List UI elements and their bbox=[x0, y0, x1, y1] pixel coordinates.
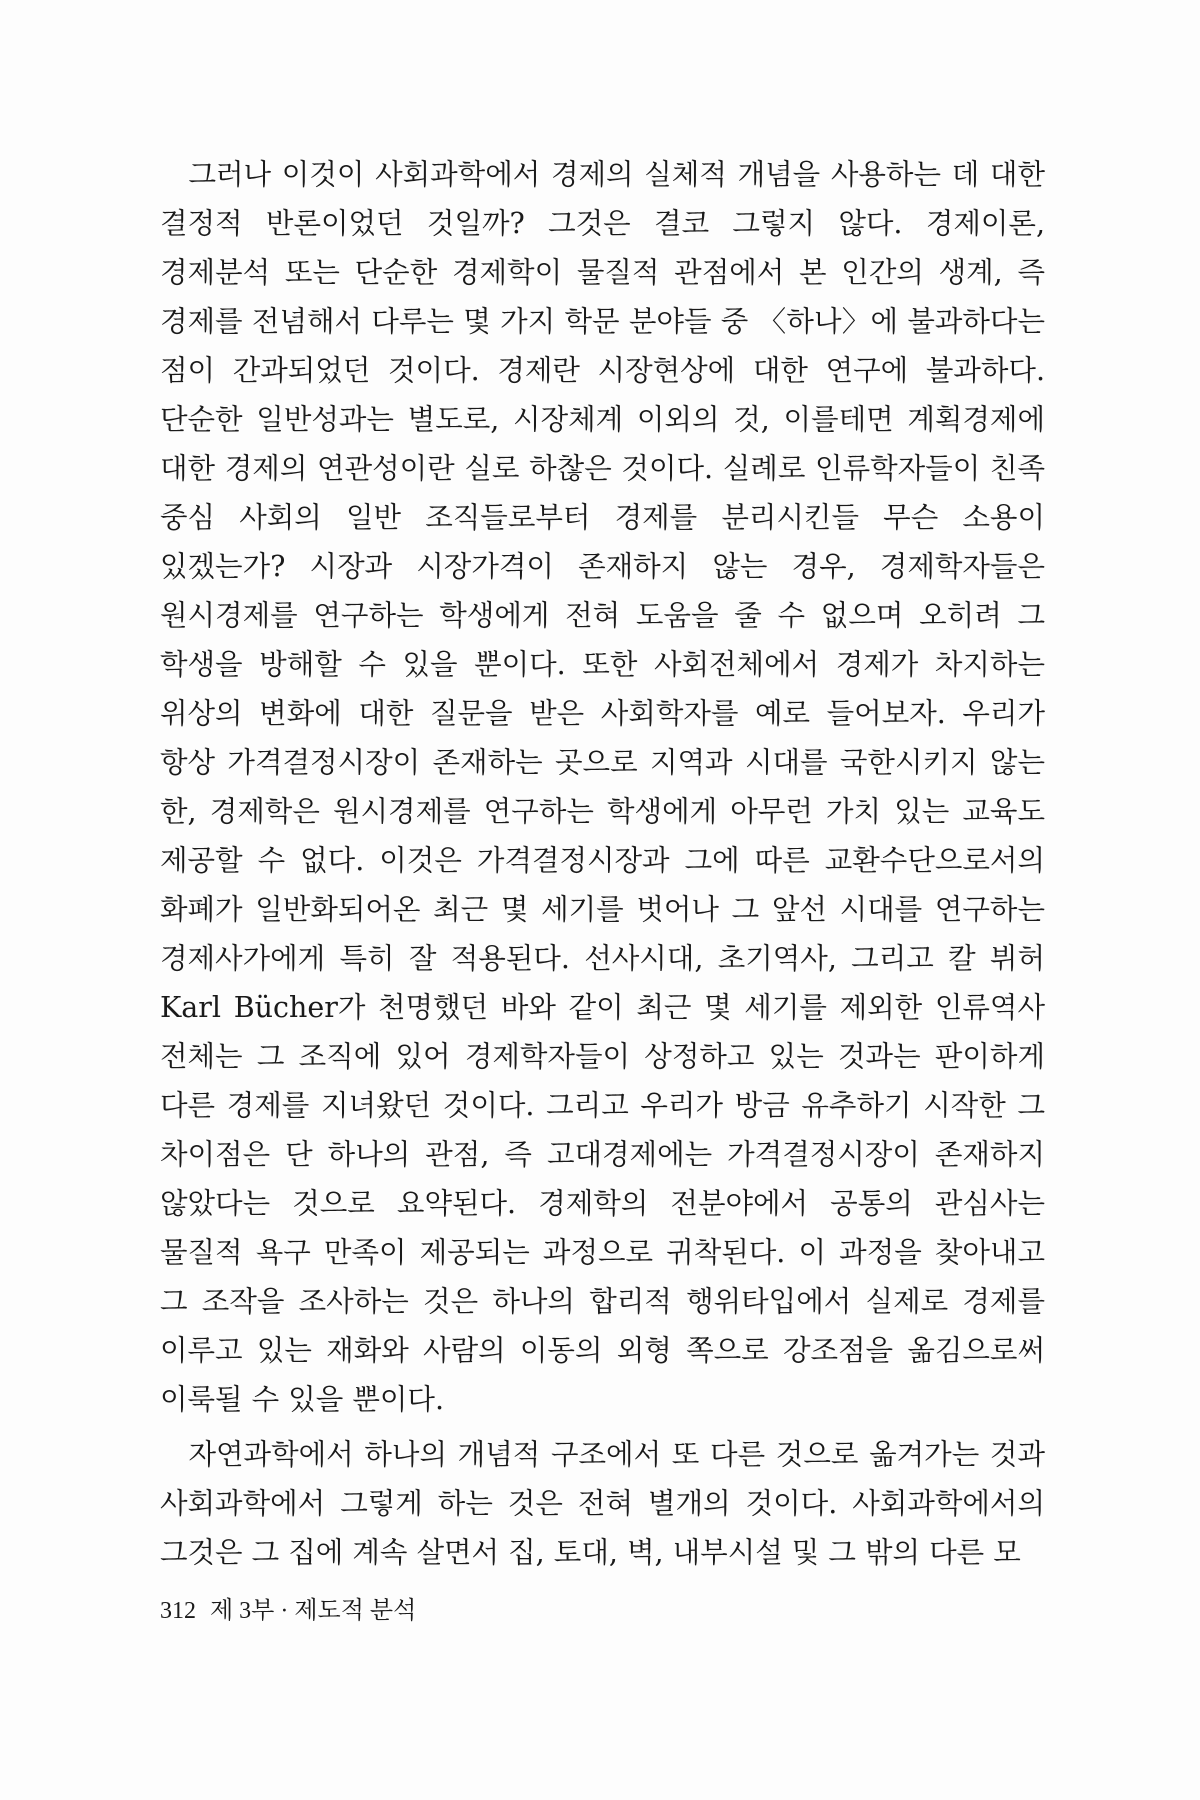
paragraph-2: 자연과학에서 하나의 개념적 구조에서 또 다른 것으로 옮겨가는 것과 사회과학에서 그렇게 하는 것은 전혀 별개의 것이다. 사회과학에서의 그것은 그 집에 계속 살면서 집, 토대, 벽, 내부시설 및 그 밖의 다른 모 bbox=[160, 1438, 1045, 1569]
paragraph-1: 그러나 이것이 사회과학에서 경제의 실체적 개념을 사용하는 데 대한 결정적 반론이었던 것일까? 그것은 결코 그렇지 않다. 경제이론, 경제분석 또는 단순한 경제학이 물질적 관점에서 본 인간의 생계, 즉 경제를 전념해서 다루는 몇 가지 학문 분야들 중 〈하나〉에 불과하다는 점이 간과되었던 것이다. 경제란 시장현상에 대한 연구에 불과하다. 단순한 일반성과는 별도로, 시장체계 이외의 것, 이를테면 계획경제에 대한 경제의 연관성이란 실로 하찮은 것이다. 실례로 인류학자들이 친족 중심 사회의 일반 조직들로부터 경제를 분리시킨들 무슨 소용이 있겠는가? 시장과 시장가격이 존재하지 않는 경우, 경제학자들은 원시경제를 연구하는 학생에게 전혀 도움을 줄 수 없으며 오히려 그 학생을 방해할 수 있을 뿐이다. 또한 사회전체에서 경제가 차지하는 위상의 변화에 대한 질문을 받은 사회학자를 예로 들어보자. 우리가 항상 가격결정시장이 존재하는 곳으로 지역과 시대를 국한시키지 않는 한, 경제학은 원시경제를 연구하는 학생에게 아무런 가치 있는 교육도 제공할 수 없다. 이것은 가격결정시장과 그에 따른 교환수단으로서의 화폐가 일반화되어온 최근 몇 세기를 벗어나 그 앞선 시대를 연구하는 경제사가에게 특히 잘 적용된다. 선사시대, 초기역사, 그리고 칼 뷔허 Karl Bücher가 천명했던 바와 같이 최근 몇 세기를 제외한 인류역사 전체는 그 조직에 있어 경제학자들이 상정하고 있는 것과는 판이하게 다른 경제를 지녀왔던 것이다. 그리고 우리가 방금 유추하기 시작한 그 차이점은 단 하나의 관점, 즉 고대경제에는 가격결정시장이 존재하지 않았다는 것으로 요약된다. 경제학의 전분야에서 공통의 관심사는 물질적 욕구 만족이 제공되는 과정으로 귀착된다. 이 과정을 찾아내고 그 조작을 조사하는 것은 하나의 합리적 행위타입에서 실제로 경제를 이루고 있는 재화와 사람의 이동의 외형 쪽으로 강조점을 옮김으로써 이룩될 수 있을 뿐이다. bbox=[160, 158, 1045, 1416]
body-text bbox=[160, 150, 1045, 1577]
page-footer bbox=[160, 1590, 416, 1625]
running-title: 제 3부 · 제도적 분석 bbox=[210, 1598, 417, 1624]
page-number: 312 bbox=[160, 1598, 196, 1624]
